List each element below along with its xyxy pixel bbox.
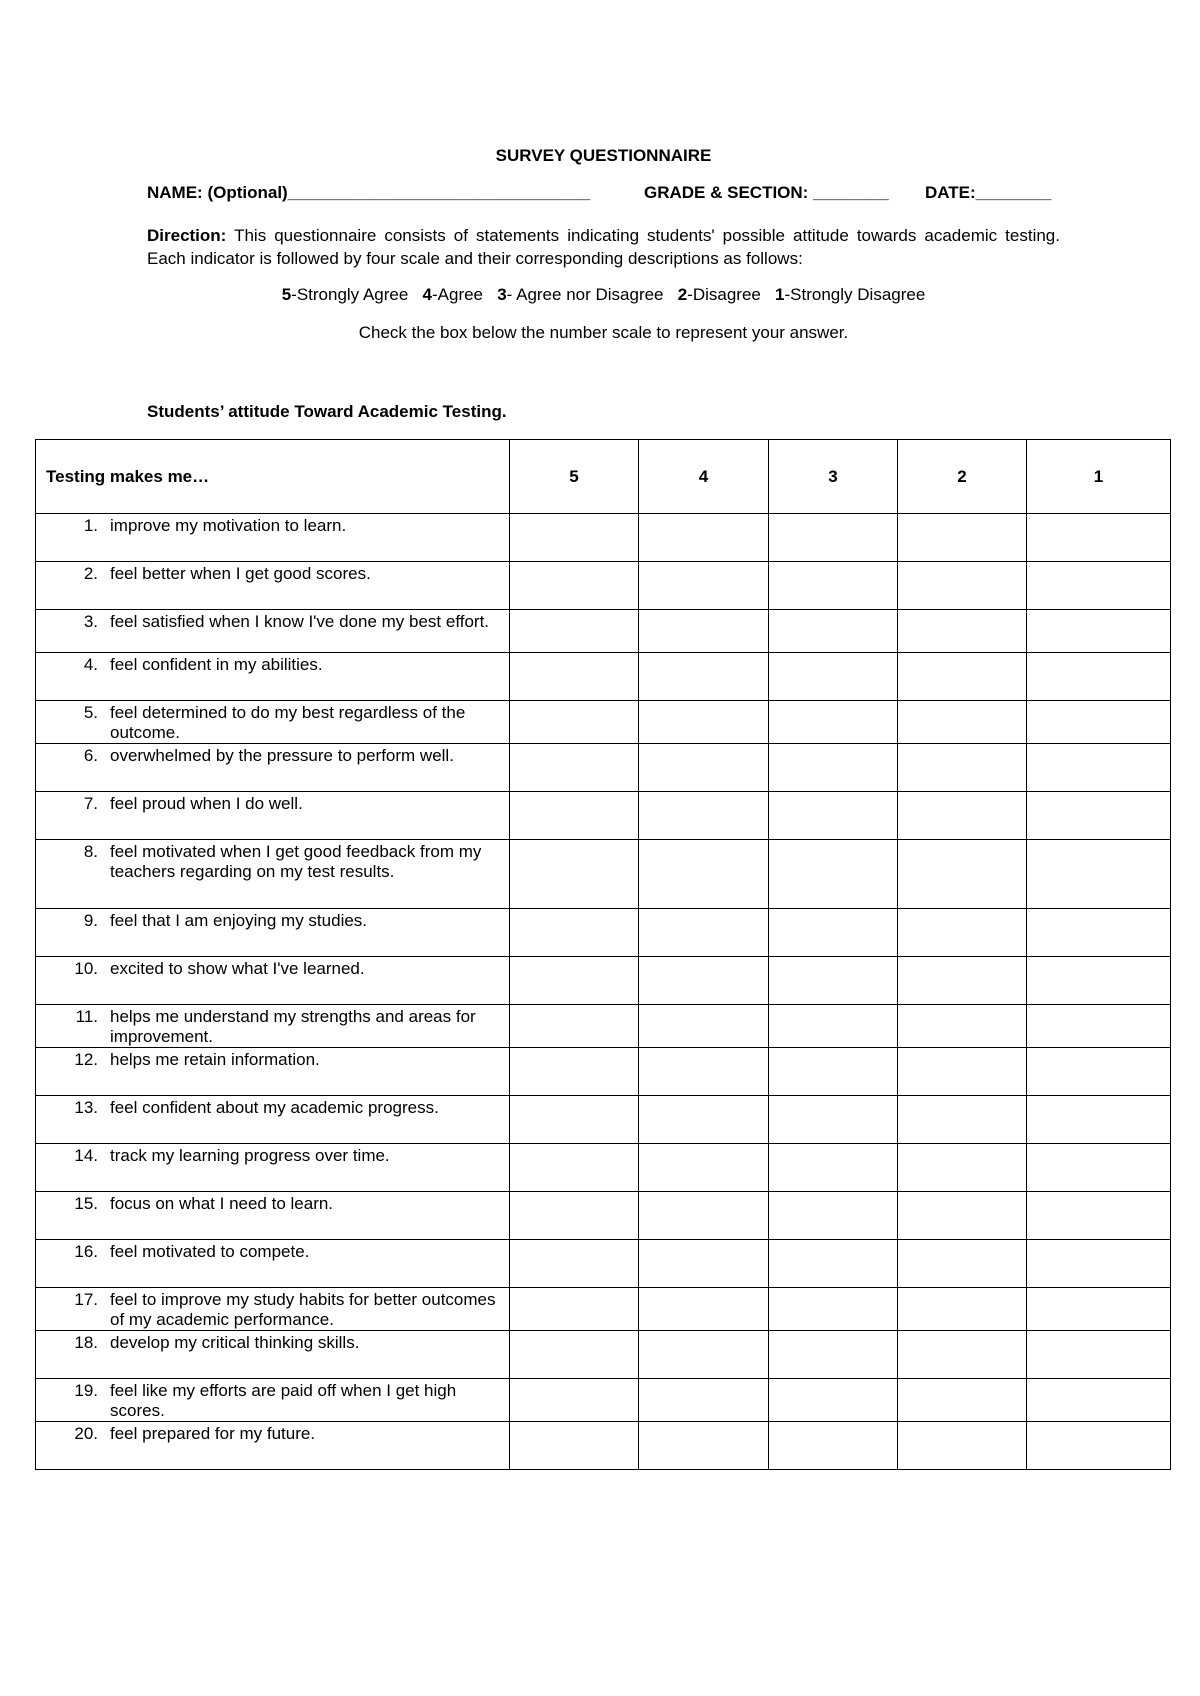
statement-cell	[36, 909, 510, 957]
page-title: SURVEY QUESTIONNAIRE	[495, 146, 712, 165]
answer-box-scale-3[interactable]	[769, 1005, 898, 1048]
answer-box-scale-5[interactable]	[510, 1192, 639, 1240]
statement-cell	[36, 1379, 510, 1422]
scale-3-num: 3	[497, 285, 507, 304]
table-row	[36, 1192, 1171, 1240]
answer-box-scale-1[interactable]	[1027, 1422, 1171, 1470]
answer-box-scale-1[interactable]	[1027, 1288, 1171, 1331]
statement-cell	[36, 514, 510, 562]
table-row	[36, 744, 1171, 792]
answer-box-scale-2[interactable]	[898, 1379, 1027, 1422]
answer-box-scale-2[interactable]	[898, 1048, 1027, 1096]
header-scale-5: 5	[510, 440, 639, 514]
statement-text: overwhelmed by the pressure to perform well.	[110, 746, 454, 765]
answer-box-scale-5[interactable]	[510, 610, 639, 653]
table-row	[36, 1005, 1171, 1048]
table-row	[36, 514, 1171, 562]
statement-cell	[36, 792, 510, 840]
statement-text: focus on what I need to learn.	[110, 1194, 334, 1213]
statement-number: 19.	[74, 1381, 98, 1400]
answer-box-scale-3[interactable]	[769, 909, 898, 957]
instruction-text: Check the box below the number scale to represent your answer.	[358, 323, 849, 342]
statement-cell	[36, 1048, 510, 1096]
statement-text: feel that I am enjoying my studies.	[110, 911, 368, 930]
answer-box-scale-2[interactable]	[898, 792, 1027, 840]
table-row	[36, 610, 1171, 653]
answer-box-scale-1[interactable]	[1027, 610, 1171, 653]
statement-cell	[36, 1331, 510, 1379]
statement-text: excited to show what I've learned.	[110, 959, 365, 978]
answer-box-scale-2[interactable]	[898, 562, 1027, 610]
statement-text: helps me retain information.	[110, 1050, 320, 1069]
answer-box-scale-2[interactable]	[898, 1005, 1027, 1048]
table-row	[36, 562, 1171, 610]
answer-box-scale-3[interactable]	[769, 840, 898, 909]
statement-text: feel like my efforts are paid off when I get high scores.	[110, 1381, 457, 1420]
statement-cell	[36, 610, 510, 653]
answer-box-scale-2[interactable]	[898, 514, 1027, 562]
statement-text: feel prepared for my future.	[110, 1424, 316, 1443]
direction-paragraph	[147, 224, 1060, 270]
answer-box-scale-3[interactable]	[769, 1331, 898, 1379]
statement-cell	[36, 957, 510, 1005]
statement-text: feel motivated when I get good feedback from my teachers regarding on my test results.	[110, 842, 482, 881]
statement-text: feel motivated to compete.	[110, 1242, 310, 1261]
answer-box-scale-4[interactable]	[639, 610, 769, 653]
answer-box-scale-5[interactable]	[510, 1288, 639, 1331]
answer-box-scale-1[interactable]	[1027, 1192, 1171, 1240]
statement-cell	[36, 1422, 510, 1470]
table-row	[36, 701, 1171, 744]
direction-label: Direction:	[147, 226, 227, 245]
header-statement: Testing makes me…	[36, 440, 510, 514]
statement-cell	[36, 744, 510, 792]
answer-box-scale-4[interactable]	[639, 1005, 769, 1048]
table-row	[36, 909, 1171, 957]
answer-box-scale-4[interactable]	[639, 957, 769, 1005]
statement-number: 8.	[83, 842, 98, 861]
statement-number: 9.	[83, 911, 98, 930]
answer-box-scale-2[interactable]	[898, 1192, 1027, 1240]
answer-box-scale-1[interactable]	[1027, 744, 1171, 792]
answer-box-scale-1[interactable]	[1027, 1240, 1171, 1288]
answer-box-scale-3[interactable]	[769, 610, 898, 653]
answer-box-scale-4[interactable]	[639, 514, 769, 562]
statement-cell	[36, 653, 510, 701]
statement-text: develop my critical thinking skills.	[110, 1333, 360, 1352]
answer-box-scale-3[interactable]	[769, 1379, 898, 1422]
scale-4-desc: -Agree	[431, 285, 484, 304]
table-row	[36, 1144, 1171, 1192]
answer-box-scale-2[interactable]	[898, 1331, 1027, 1379]
scale-3-desc: - Agree nor Disagree	[506, 285, 664, 304]
statement-number: 3.	[83, 612, 98, 631]
answer-box-scale-5[interactable]	[510, 701, 639, 744]
statement-text: helps me understand my strengths and areas for improvement.	[110, 1007, 476, 1046]
answer-box-scale-5[interactable]	[510, 1005, 639, 1048]
answer-box-scale-5[interactable]	[510, 792, 639, 840]
table-row	[36, 653, 1171, 701]
statement-number: 12.	[74, 1050, 98, 1069]
answer-box-scale-2[interactable]	[898, 653, 1027, 701]
answer-box-scale-5[interactable]	[510, 1048, 639, 1096]
grade-section-field-label[interactable]: GRADE & SECTION: ________	[644, 183, 889, 202]
statement-number: 17.	[74, 1290, 98, 1309]
statement-number: 11.	[75, 1007, 98, 1026]
answer-box-scale-1[interactable]	[1027, 909, 1171, 957]
answer-box-scale-4[interactable]	[639, 1144, 769, 1192]
statement-number: 13.	[74, 1098, 98, 1117]
header-scale-1: 1	[1027, 440, 1171, 514]
scale-4-num: 4	[422, 285, 432, 304]
answer-box-scale-3[interactable]	[769, 744, 898, 792]
date-field-label[interactable]: DATE:________	[925, 183, 1052, 202]
scale-1-desc: -Strongly Disagree	[784, 285, 926, 304]
table-row	[36, 957, 1171, 1005]
header-scale-2: 2	[898, 440, 1027, 514]
statement-number: 10.	[74, 959, 98, 978]
answer-box-scale-4[interactable]	[639, 1048, 769, 1096]
statement-number: 7.	[83, 794, 98, 813]
scale-5-desc: -Strongly Agree	[291, 285, 409, 304]
statement-cell	[36, 1240, 510, 1288]
answer-box-scale-3[interactable]	[769, 562, 898, 610]
answer-box-scale-2[interactable]	[898, 1422, 1027, 1470]
answer-box-scale-4[interactable]	[639, 701, 769, 744]
answer-box-scale-4[interactable]	[639, 1096, 769, 1144]
answer-box-scale-5[interactable]	[510, 840, 639, 909]
scale-legend	[147, 285, 1060, 305]
answer-box-scale-2[interactable]	[898, 957, 1027, 1005]
answer-box-scale-1[interactable]	[1027, 562, 1171, 610]
answer-box-scale-3[interactable]	[769, 1048, 898, 1096]
statement-number: 18.	[74, 1333, 98, 1352]
statement-text: feel better when I get good scores.	[110, 564, 371, 583]
answer-box-scale-1[interactable]	[1027, 1048, 1171, 1096]
scale-2-num: 2	[677, 285, 688, 304]
name-field-label[interactable]: NAME: (Optional)________________________________	[147, 183, 591, 202]
answer-box-scale-5[interactable]	[510, 1331, 639, 1379]
answer-box-scale-2[interactable]	[898, 701, 1027, 744]
answer-box-scale-1[interactable]	[1027, 514, 1171, 562]
table-row	[36, 1288, 1171, 1331]
answer-box-scale-3[interactable]	[769, 653, 898, 701]
answer-box-scale-4[interactable]	[639, 909, 769, 957]
answer-box-scale-5[interactable]	[510, 744, 639, 792]
table-row	[36, 1096, 1171, 1144]
statement-number: 5.	[83, 703, 98, 722]
answer-box-scale-5[interactable]	[510, 957, 639, 1005]
answer-box-scale-2[interactable]	[898, 1240, 1027, 1288]
answer-box-scale-3[interactable]	[769, 792, 898, 840]
answer-box-scale-1[interactable]	[1027, 957, 1171, 1005]
scale-5-num: 5	[281, 285, 292, 304]
answer-box-scale-4[interactable]	[639, 1240, 769, 1288]
answer-box-scale-4[interactable]	[639, 1192, 769, 1240]
scale-2-desc: -Disagree	[687, 285, 761, 304]
scale-1-num: 1	[775, 285, 785, 304]
statement-number: 20.	[74, 1424, 98, 1443]
answer-box-scale-4[interactable]	[639, 840, 769, 909]
statement-number: 6.	[83, 746, 98, 765]
answer-box-scale-1[interactable]	[1027, 1379, 1171, 1422]
answer-box-scale-1[interactable]	[1027, 792, 1171, 840]
answer-box-scale-2[interactable]	[898, 1144, 1027, 1192]
statement-number: 14.	[74, 1146, 98, 1165]
survey-table	[35, 439, 1171, 1470]
answer-box-scale-3[interactable]	[769, 957, 898, 1005]
table-row	[36, 1422, 1171, 1470]
answer-box-scale-2[interactable]	[898, 744, 1027, 792]
answer-box-scale-2[interactable]	[898, 1288, 1027, 1331]
statement-cell	[36, 1144, 510, 1192]
answer-box-scale-5[interactable]	[510, 909, 639, 957]
statement-text: feel proud when I do well.	[110, 794, 303, 813]
statement-text: feel confident about my academic progress.	[110, 1098, 439, 1117]
answer-box-scale-2[interactable]	[898, 1096, 1027, 1144]
statement-text: feel confident in my abilities.	[110, 655, 323, 674]
statement-cell	[36, 840, 510, 909]
answer-box-scale-3[interactable]	[769, 1144, 898, 1192]
answer-box-scale-1[interactable]	[1027, 840, 1171, 909]
answer-box-scale-3[interactable]	[769, 1422, 898, 1470]
table-row	[36, 792, 1171, 840]
answer-box-scale-1[interactable]	[1027, 653, 1171, 701]
statement-cell	[36, 701, 510, 744]
statement-cell	[36, 1005, 510, 1048]
answer-box-scale-5[interactable]	[510, 1240, 639, 1288]
statement-cell	[36, 562, 510, 610]
answer-box-scale-4[interactable]	[639, 1331, 769, 1379]
answer-box-scale-4[interactable]	[639, 1288, 769, 1331]
statement-text: feel determined to do my best regardless of the outcome.	[110, 703, 466, 742]
section-heading: Students’ attitude Toward Academic Testing.	[147, 402, 507, 421]
answer-box-scale-4[interactable]	[639, 1422, 769, 1470]
statement-cell	[36, 1096, 510, 1144]
answer-box-scale-4[interactable]	[639, 653, 769, 701]
statement-cell	[36, 1192, 510, 1240]
answer-box-scale-1[interactable]	[1027, 1144, 1171, 1192]
statement-number: 16.	[74, 1242, 98, 1261]
answer-box-scale-4[interactable]	[639, 562, 769, 610]
statement-text: feel to improve my study habits for better outcomes of my academic performance.	[110, 1290, 496, 1329]
answer-box-scale-5[interactable]	[510, 1422, 639, 1470]
answer-box-scale-2[interactable]	[898, 840, 1027, 909]
answer-box-scale-5[interactable]	[510, 653, 639, 701]
statement-number: 1.	[83, 516, 98, 535]
answer-box-scale-1[interactable]	[1027, 701, 1171, 744]
answer-box-scale-3[interactable]	[769, 1240, 898, 1288]
survey-body	[36, 514, 1171, 1470]
answer-box-scale-1[interactable]	[1027, 1331, 1171, 1379]
header-scale-4: 4	[639, 440, 769, 514]
statement-number: 2.	[83, 564, 98, 583]
statement-number: 4.	[83, 655, 98, 674]
table-row	[36, 1331, 1171, 1379]
table-row	[36, 1048, 1171, 1096]
statement-text: feel satisfied when I know I've done my best effort.	[110, 612, 490, 631]
answer-box-scale-2[interactable]	[898, 909, 1027, 957]
table-row	[36, 1240, 1171, 1288]
answer-box-scale-1[interactable]	[1027, 1096, 1171, 1144]
answer-box-scale-5[interactable]	[510, 1096, 639, 1144]
answer-box-scale-4[interactable]	[639, 744, 769, 792]
header-scale-3: 3	[769, 440, 898, 514]
answer-box-scale-3[interactable]	[769, 514, 898, 562]
answer-box-scale-3[interactable]	[769, 701, 898, 744]
direction-text: This questionnaire consists of statements indicating students' possible attitude towards academic testing. Each indicator is followed by four scale and their corresponding descriptions as follows:	[147, 226, 1060, 268]
statement-text: track my learning progress over time.	[110, 1146, 390, 1165]
answer-box-scale-1[interactable]	[1027, 1005, 1171, 1048]
answer-box-scale-4[interactable]	[639, 1379, 769, 1422]
table-row	[36, 1379, 1171, 1422]
statement-text: improve my motivation to learn.	[110, 516, 347, 535]
statement-cell	[36, 1288, 510, 1331]
answer-box-scale-5[interactable]	[510, 562, 639, 610]
answer-box-scale-3[interactable]	[769, 1096, 898, 1144]
answer-box-scale-4[interactable]	[639, 792, 769, 840]
table-header-row	[36, 440, 1171, 514]
answer-box-scale-3[interactable]	[769, 1192, 898, 1240]
statement-number: 15.	[74, 1194, 98, 1213]
answer-box-scale-2[interactable]	[898, 610, 1027, 653]
answer-box-scale-3[interactable]	[769, 1288, 898, 1331]
answer-box-scale-5[interactable]	[510, 1379, 639, 1422]
answer-box-scale-5[interactable]	[510, 514, 639, 562]
table-row	[36, 840, 1171, 909]
answer-box-scale-5[interactable]	[510, 1144, 639, 1192]
